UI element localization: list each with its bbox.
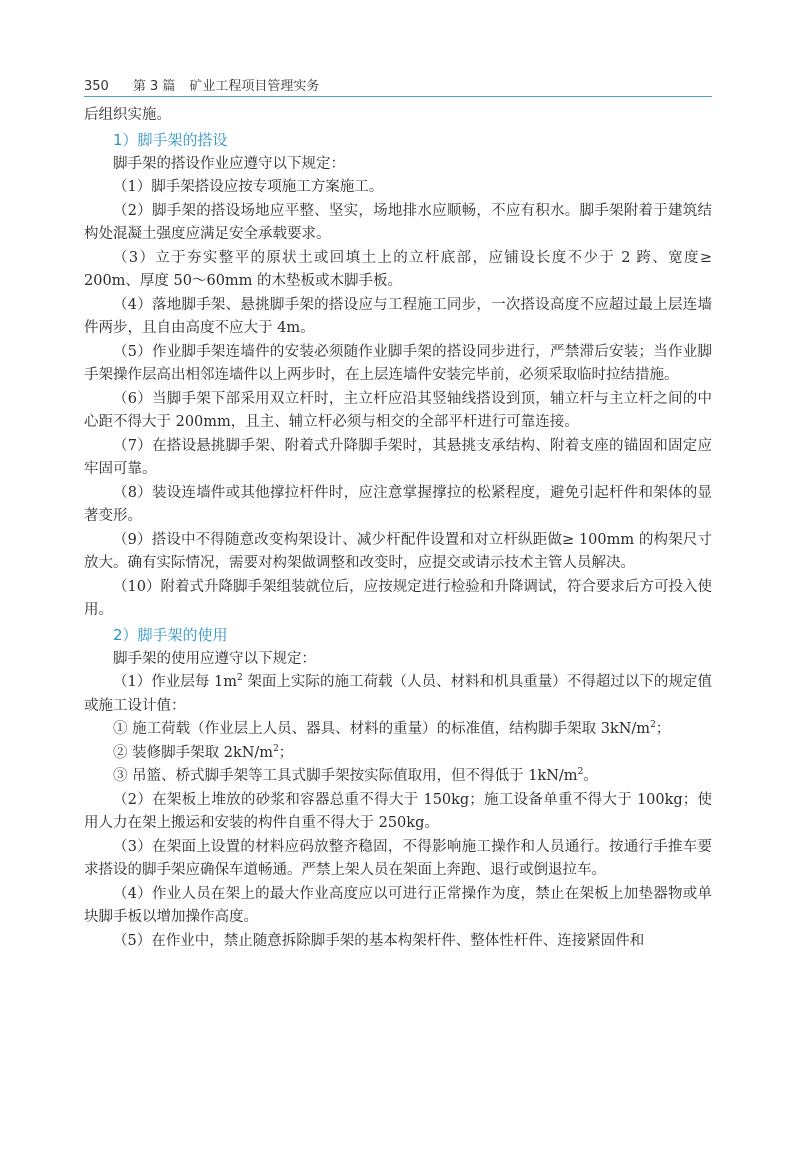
list-item: （1）脚手架搭设应按专项施工方案施工。 (113, 179, 384, 195)
page-number: 350 (84, 79, 109, 94)
list-item: （7）在搭设悬挑脚手架、附着式升降脚手架时，其悬挑支承结构、附着支座的锚固和固定应牢固可靠。 (84, 437, 712, 477)
list-item: （2）在架板上堆放的砂浆和容器总重不得大于 150kg；施工设备单重不得大于 100kg；使用人力在架上搬运和安装的构件自重不得大于 250kg。 (84, 791, 712, 831)
list-item: （5）作业脚手架连墙件的安装必须随作业脚手架的搭设同步进行，严禁滞后安装；当作业脚手架操作层高出相邻连墙件以上两步时，在上层连墙件安装完毕前，必须采取临时拉结措施。 (84, 343, 712, 383)
list-item: （3）在架面上设置的材料应码放整齐稳固，不得影响施工操作和人员通行。按通行手推车要求搭设的脚手架应确保车道畅通。严禁上架人员在架面上奔跑、退行或倒退拉车。 (84, 838, 712, 878)
list-item: （4）落地脚手架、悬挑脚手架的搭设应与工程施工同步，一次搭设高度不应超过最上层连墙件两步，且自由高度不应大于 4m。 (84, 296, 712, 336)
page-header (84, 68, 712, 94)
section-heading-2: 2）脚手架的使用 (113, 625, 228, 644)
continued-paragraph: 后组织实施。 (84, 107, 171, 123)
list-item: （9）搭设中不得随意改变构架设计、减少杆配件设置和对立杆纵距做≥ 100mm 的构架尺寸放大。确有实际情况，需要对构架做调整和改变时，应提交或请示技术主管人员解决。 (84, 531, 712, 571)
section-1-intro: 脚手架的搭设作业应遵守以下规定： (113, 155, 345, 172)
list-item: （6）当脚手架下部采用双立杆时，主立杆应沿其竖轴线搭设到顶，辅立杆与主立杆之间的中心距不得大于 200mm，且主、辅立杆必须与相交的全部平杆进行可靠连接。 (84, 390, 712, 430)
list-item: （2）脚手架的搭设场地应平整、坚实，场地排水应顺畅，不应有积水。脚手架附着于建筑结构处混凝土强度应满足安全承载要求。 (84, 202, 712, 242)
header-rule (84, 96, 712, 97)
section-2-intro: 脚手架的使用应遵守以下规定： (113, 650, 316, 667)
sub-item: ③ 吊篮、桥式脚手架等工具式脚手架按实际值取用，但不得低于 $1kN/m^2$。 (113, 767, 598, 784)
part-label: 第 3 篇 (132, 79, 176, 94)
list-item: （4）作业人员在架上的最大作业高度应以可进行正常操作为度，禁止在架板上加垫器物或单块脚手板以增加操作高度。 (84, 885, 712, 925)
section-heading-1: 1）脚手架的搭设 (113, 130, 228, 149)
list-item: （5）在作业中，禁止随意拆除脚手架的基本构架杆件、整体性杆件、连接紧固件和 (113, 932, 645, 949)
list-item: （8）装设连墙件或其他撑拉杆件时，应注意掌握撑拉的松紧程度，避免引起杆件和架体的显著变形。 (84, 484, 712, 524)
list-item: （3）立于夯实整平的原状土或回填土上的立杆底部，应铺设长度不少于 2 跨、宽度≥ 200m、厚度 50～60mm 的木垫板或木脚手板。 (84, 249, 712, 289)
book-title: 矿业工程项目管理实务 (189, 79, 320, 94)
list-item: （10）附着式升降脚手架组装就位后，应按规定进行检验和升降调试，符合要求后方可投入使用。 (84, 578, 712, 618)
page-body (84, 104, 712, 953)
list-item: （1）作业层每 $1m^2$ 架面上实际的施工荷载（人员、材料和机具重量）不得超过以下的规定值或施工设计值： (84, 673, 712, 714)
sub-item: ① 施工荷载（作业层上人员、器具、材料的重量）的标准值，结构脚手架取 $3kN/m^2$； (113, 720, 671, 737)
sub-item: ② 装修脚手架取 $2kN/m^2$； (113, 743, 294, 761)
